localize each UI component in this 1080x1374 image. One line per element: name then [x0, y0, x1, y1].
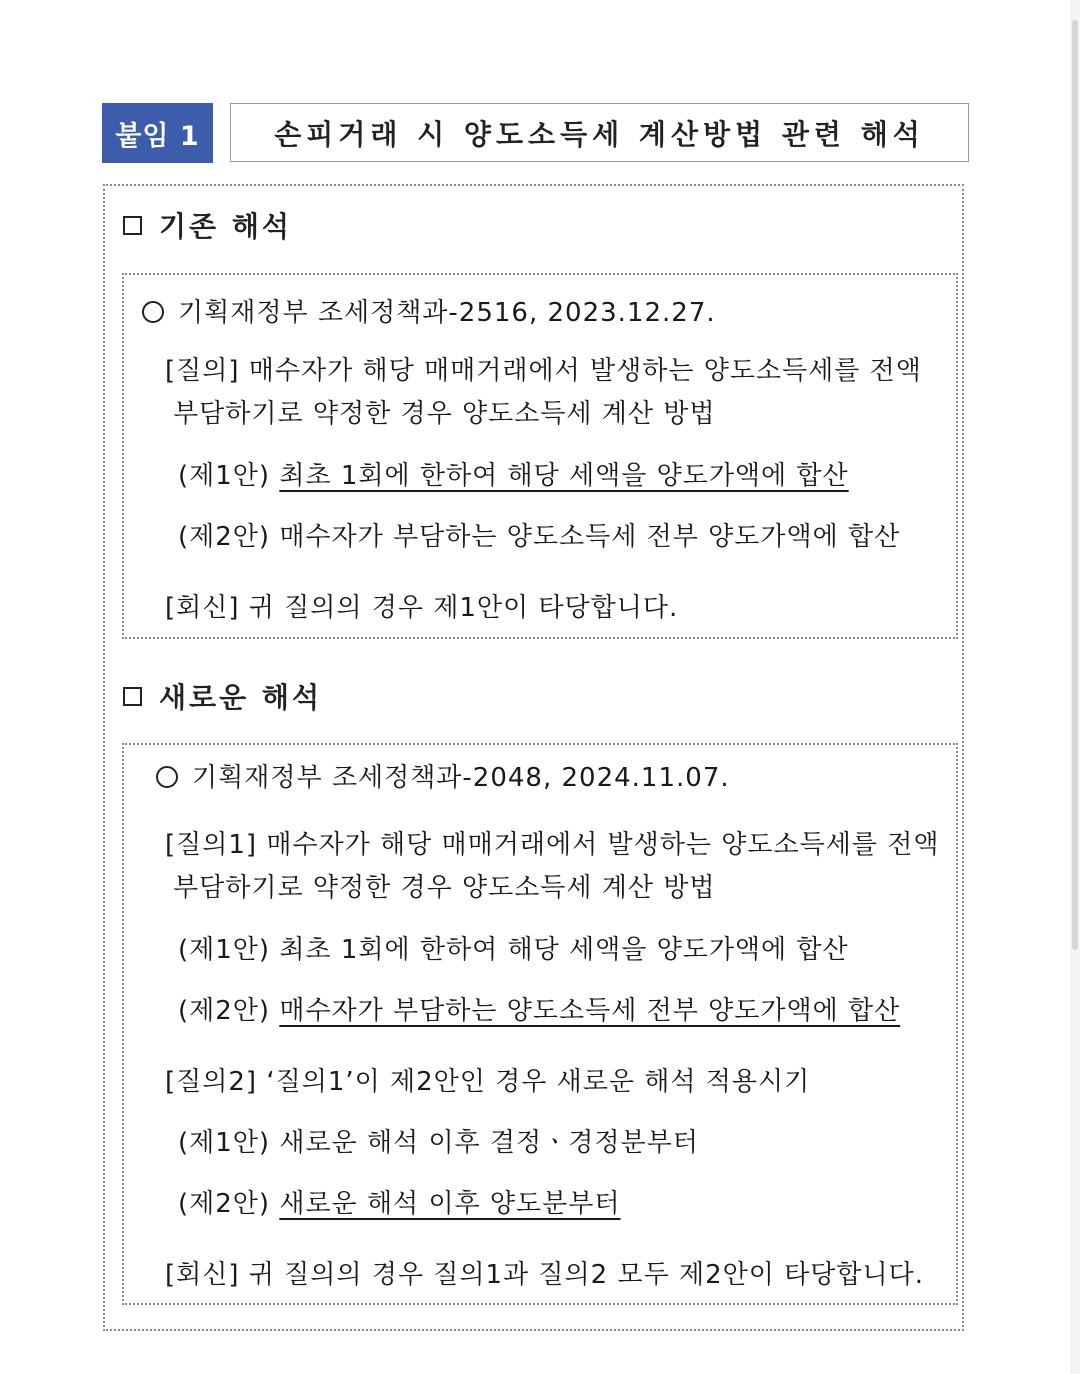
- option-label: (제1안): [178, 1128, 271, 1158]
- new-q1-option2: [178, 990, 900, 1027]
- new-q1-line1: [질의1] 매수자가 해당 매매거래에서 발생하는 양도소득세를 전액: [165, 830, 940, 860]
- option-label: (제2안): [178, 1189, 271, 1219]
- option-text: 새로운 해석 이후 결정ㆍ경정분부터: [279, 1128, 699, 1158]
- existing-question-line2: 부담하기로 약정한 경우 양도소득세 계산 방법: [173, 399, 716, 429]
- option-label: (제2안): [178, 522, 271, 552]
- new-q1-line2: 부담하기로 약정한 경우 양도소득세 계산 방법: [173, 873, 716, 903]
- option-label: (제1안): [178, 461, 271, 491]
- new-q2: [질의2] ‘질의1’이 제2안인 경우 새로운 해석 적용시기: [165, 1067, 811, 1097]
- circle-bullet-icon: [156, 766, 178, 788]
- new-ref-text: 기획재정부 조세정책과-2048, 2024.11.07.: [192, 763, 730, 793]
- checkbox-icon: [123, 687, 142, 706]
- section-existing-heading: [123, 205, 292, 245]
- new-q2-option1: [178, 1122, 699, 1159]
- section-new-heading: [123, 676, 322, 716]
- existing-option2: [178, 516, 900, 553]
- new-q1-option1: [178, 929, 849, 966]
- checkbox-icon: [123, 216, 142, 235]
- option-label: (제1안): [178, 935, 271, 965]
- existing-question-line1: [질의] 매수자가 해당 매매거래에서 발생하는 양도소득세를 전액: [165, 356, 922, 386]
- existing-ref: [142, 292, 716, 329]
- attachment-tag: 붙임 1: [102, 103, 213, 163]
- scrollbar-thumb[interactable]: [1072, 20, 1078, 950]
- option-label: (제2안): [178, 996, 271, 1026]
- existing-reply: [회신] 귀 질의의 경우 제1안이 타당합니다.: [165, 593, 679, 623]
- document-title: 손피거래 시 양도소득세 계산방법 관련 해석: [230, 103, 969, 162]
- circle-bullet-icon: [142, 301, 164, 323]
- option-text-underlined: 매수자가 부담하는 양도소득세 전부 양도가액에 합산: [279, 996, 901, 1026]
- existing-ref-text: 기획재정부 조세정책과-2516, 2023.12.27.: [178, 298, 716, 328]
- option-text-underlined: 최초 1회에 한하여 해당 세액을 양도가액에 합산: [279, 461, 849, 491]
- new-ref: [156, 757, 730, 794]
- existing-option1: [178, 455, 849, 492]
- option-text: 매수자가 부담하는 양도소득세 전부 양도가액에 합산: [279, 522, 901, 552]
- attachment-header: [102, 103, 969, 163]
- new-q2-option2: [178, 1183, 621, 1220]
- scrollbar[interactable]: [1070, 0, 1080, 1374]
- section-new-heading-text: 새로운 해석: [159, 681, 322, 714]
- new-reply: [회신] 귀 질의의 경우 질의1과 질의2 모두 제2안이 타당합니다.: [165, 1260, 924, 1290]
- option-text: 최초 1회에 한하여 해당 세액을 양도가액에 합산: [279, 935, 849, 965]
- section-existing-heading-text: 기존 해석: [159, 210, 292, 243]
- option-text-underlined: 새로운 해석 이후 양도분부터: [279, 1189, 621, 1219]
